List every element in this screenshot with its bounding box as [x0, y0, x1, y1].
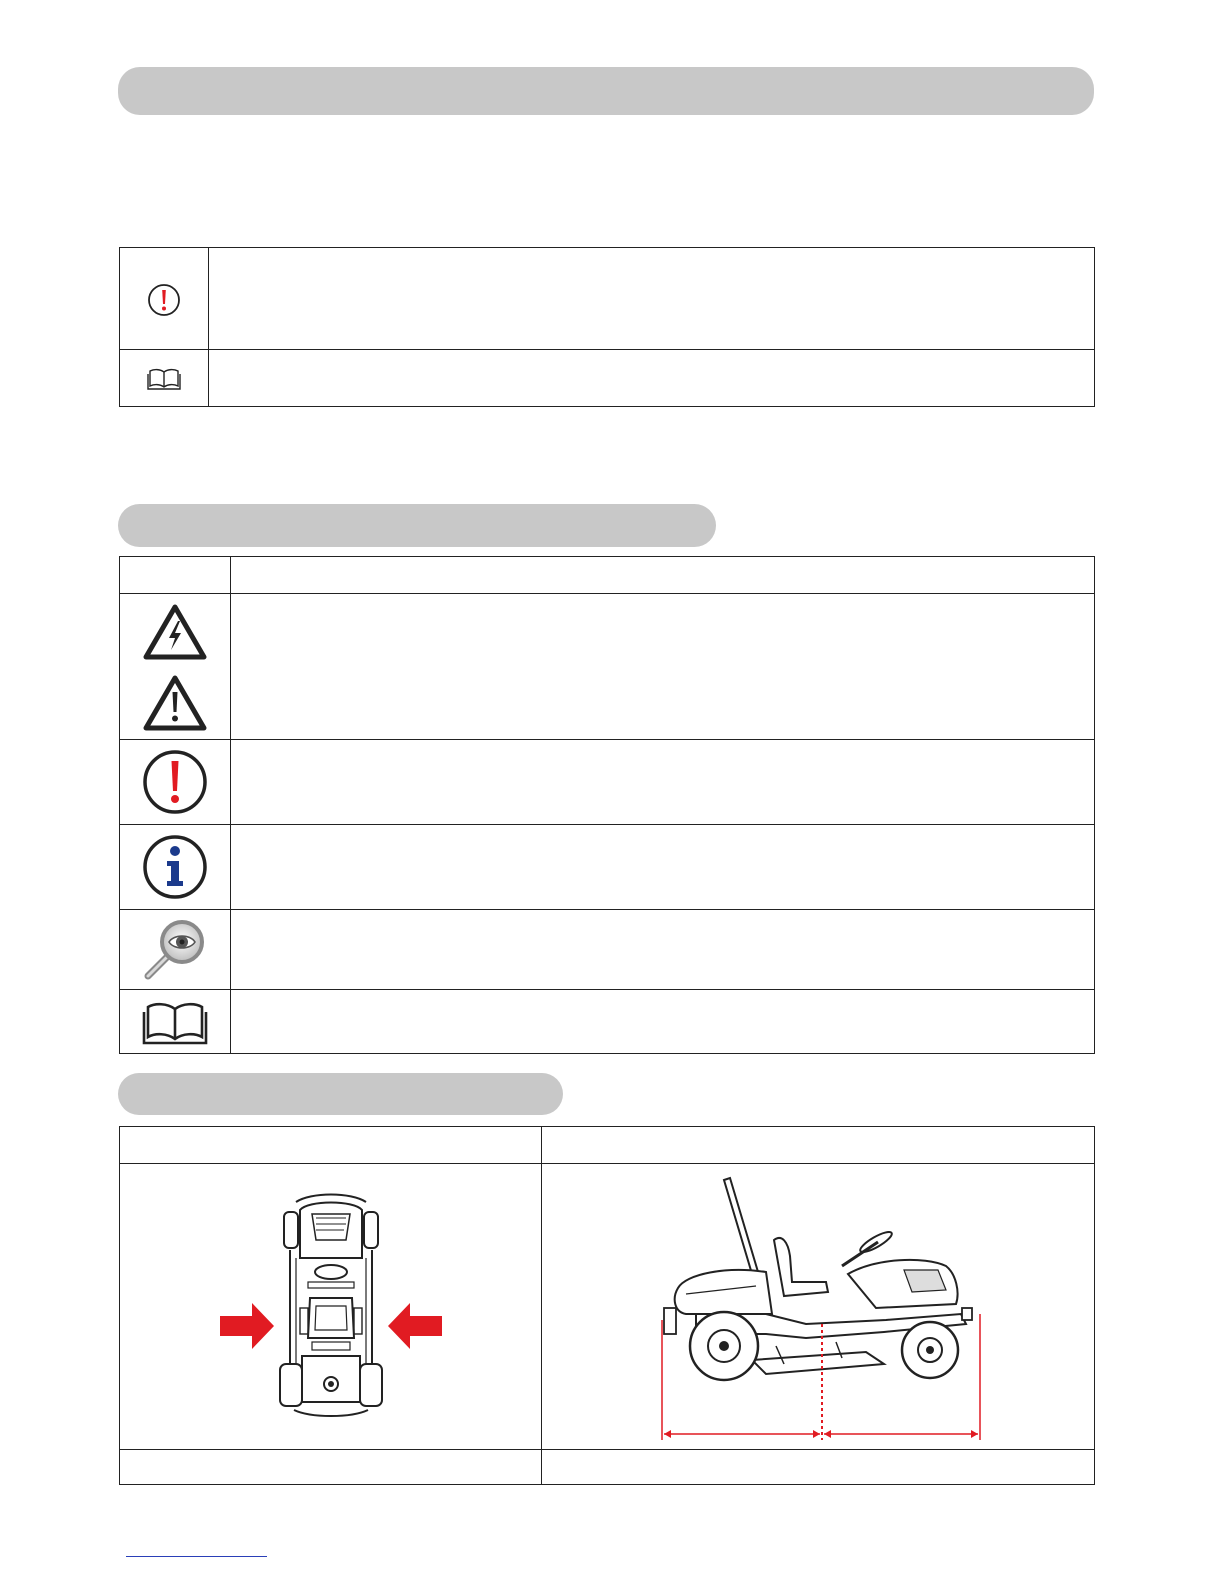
- footer-link[interactable]: [126, 1556, 267, 1557]
- warning-triangle-icon: [142, 674, 208, 732]
- section-3-header-bar: [118, 1073, 563, 1115]
- table-3: [119, 1126, 1095, 1485]
- table-2-row-danger: [120, 593, 1094, 740]
- manual-book-icon: [142, 1000, 208, 1046]
- magnifier-eye-icon: [142, 918, 208, 982]
- table-3-image-row: [120, 1163, 1094, 1450]
- table-3-header-row: [120, 1127, 1094, 1163]
- manual-book-icon: [147, 367, 181, 391]
- table-2-header-row: [120, 557, 1094, 593]
- table-2-row-info: [120, 824, 1094, 910]
- table-2-row-inspect: [120, 909, 1094, 990]
- table-1-row-caution: [120, 248, 1094, 349]
- table-1-row-manual: [120, 349, 1094, 407]
- section-2-header-bar: [118, 504, 716, 547]
- mower-top-view-diagram: [216, 1188, 446, 1420]
- table-2-row-caution: [120, 739, 1094, 825]
- electric-hazard-triangle-icon: [142, 603, 208, 661]
- info-circle-icon: [142, 834, 208, 900]
- table-1: [119, 247, 1095, 407]
- table-2-row-manual: [120, 989, 1094, 1054]
- caution-circle-icon: [147, 283, 181, 317]
- mower-side-view-diagram: [656, 1174, 986, 1440]
- table-2: [119, 556, 1095, 1054]
- section-1-header-bar: [118, 67, 1094, 115]
- caution-circle-icon: [142, 749, 208, 815]
- table-3-footer-row: [120, 1449, 1094, 1485]
